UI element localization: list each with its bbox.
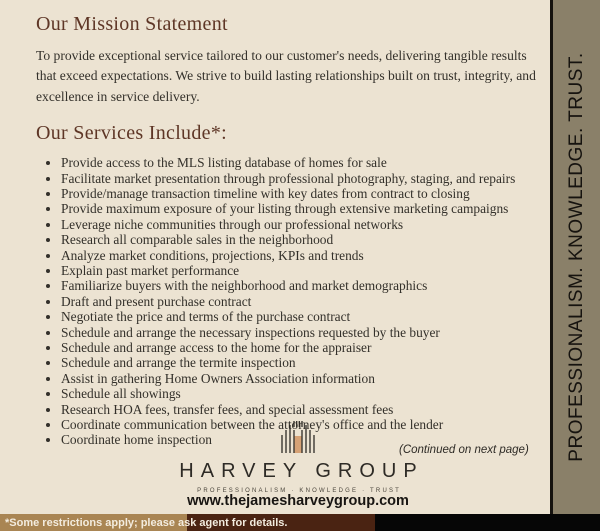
continued-note: (Continued on next page) [399, 444, 529, 456]
footer-segment-black [375, 514, 600, 531]
service-item: • Facilitate market presentation through professional photography, staging, and repairs [61, 171, 542, 186]
website-url: www.thejamesharveygroup.com [187, 493, 409, 509]
footer-bar [0, 514, 600, 531]
logo-block [0, 421, 596, 494]
service-item: • Draft and present purchase contract [61, 294, 542, 309]
service-item: • Analyze market conditions, projections, KPIs and trends [61, 248, 542, 263]
service-item: • Schedule all showings [61, 386, 542, 401]
services-heading: Our Services Include*: [36, 122, 227, 145]
service-item: • Schedule and arrange access to the home for the appraiser [61, 340, 542, 355]
service-item: • Leverage niche communities through our professional networks [61, 217, 542, 232]
sidebar-motto-text: PROFESSIONALISM. KNOWLEDGE. TRUST. [565, 52, 587, 462]
service-item: • Provide maximum exposure of your listing through extensive marketing campaigns [61, 201, 542, 216]
service-item: • Schedule and arrange the termite inspection [61, 355, 542, 370]
mission-body-text: To provide exceptional service tailored to our customer's needs, delivering tangible results that exceed expectations. We strive to build lasting relationships built on trust, integrity, and excellence in service delivery. [36, 48, 536, 104]
service-item: • Negotiate the price and terms of the purchase contract [61, 309, 542, 324]
service-item: • Research HOA fees, transfer fees, and special assessment fees [61, 402, 542, 417]
logo-tagline: PROFESSIONALISM · KNOWLEDGE · TRUST [197, 488, 402, 494]
footer-disclaimer: *Some restrictions apply; please ask agent for details. [5, 516, 288, 529]
mission-heading: Our Mission Statement [36, 13, 228, 35]
service-item: • Research all comparable sales in the neighborhood [61, 232, 542, 247]
service-item: • Explain past market performance [61, 263, 542, 278]
services-list [36, 155, 542, 448]
main-content [36, 4, 542, 448]
service-item: • Provide access to the MLS listing database of homes for sale [61, 155, 542, 170]
building-columns-icon [281, 421, 315, 453]
service-item: • Provide/manage transaction timeline with key dates from contract to closing [61, 186, 542, 201]
service-item: • Assist in gathering Home Owners Association information [61, 371, 542, 386]
service-item: • Coordinate communication between the attorney's office and the lender [61, 417, 542, 432]
service-item: • Coordinate home inspection [61, 432, 542, 447]
right-sidebar [553, 0, 600, 514]
service-item: • Schedule and arrange the necessary inspections requested by the buyer [61, 325, 542, 340]
service-item: • Familiarize buyers with the neighborhood and market demographics [61, 278, 542, 293]
logo-wordmark: HARVEY GROUP [179, 460, 424, 482]
